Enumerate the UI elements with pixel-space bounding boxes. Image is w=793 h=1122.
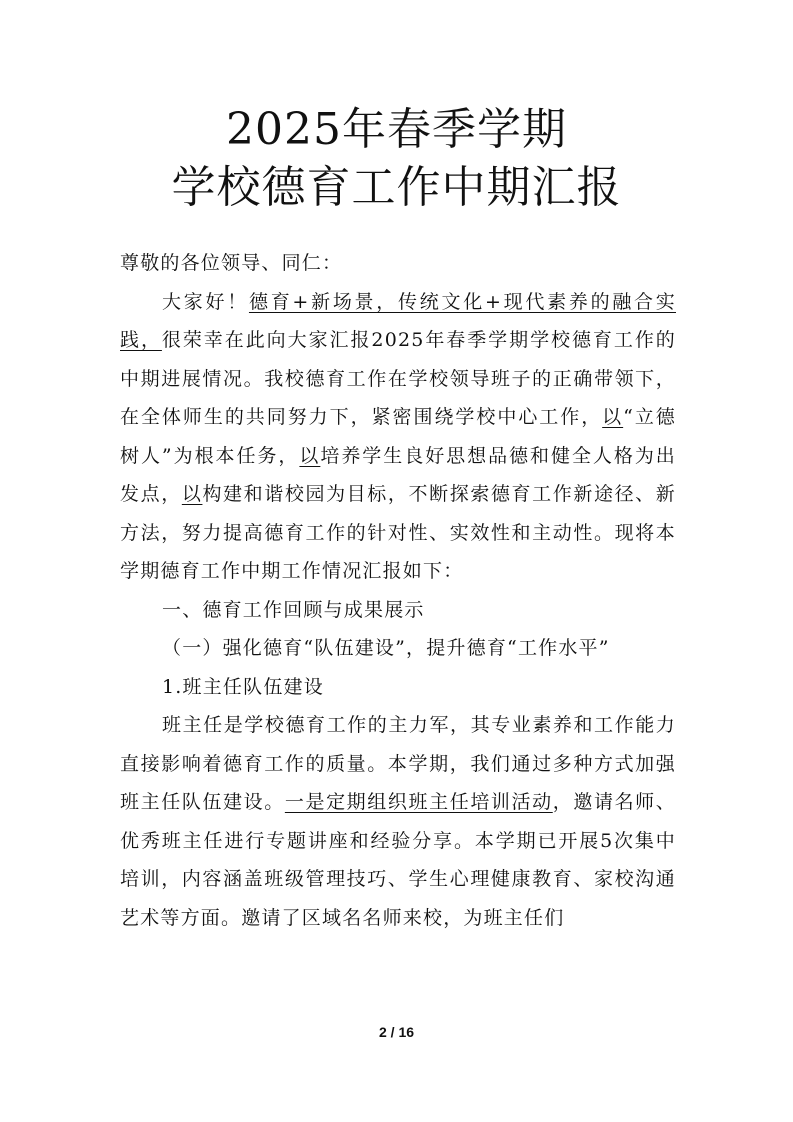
document-body [120, 244, 676, 937]
greeting: 尊敬的各位领导、同仁： [120, 252, 343, 274]
subsection-heading: （一）强化德育“队伍建设”，提升德育“工作水平” [162, 637, 610, 659]
document-title-line-1: 2025年春季学期 [226, 104, 567, 155]
intro-text-d: 构建和谐校园为目标，不断探索德育工作新途径、新方法，努力提高德育工作的针对性、实效性和主动性。现将本学期德育工作中期工作情况汇报如下： [120, 483, 676, 582]
intro-paragraph [120, 283, 676, 591]
item-heading: 1.班主任队伍建设 [162, 675, 324, 698]
document-title-line-2: 学校德育工作中期汇报 [171, 162, 622, 213]
page-number: 2 / 16 [378, 1024, 415, 1040]
intro-text-b: “立德树人”为根本任务， [120, 406, 676, 467]
intro-theme-underlined: 德育+新场景，传统文化+现代素养的融合实践， [120, 290, 676, 351]
intro-underline-2: 以 [299, 444, 321, 467]
intro-underline-1: 以 [602, 406, 624, 428]
intro-lead: 大家好！ [162, 290, 249, 313]
teacher-team-paragraph [120, 706, 676, 937]
section-heading: 一、德育工作回顾与成果展示 [162, 598, 425, 621]
paragraph2-text-b: ，邀请名师、优秀班主任进行专题讲座和经验分享。本学期已开展5次集中培训，内容涵盖班级管理技巧、学生心理健康教育、家校沟通艺术等方面。邀请了区域名名师来校，为班主任们 [120, 791, 676, 929]
intro-text-a: 很荣幸在此向大家汇报2025年春季学期学校德育工作的中期进展情况。我校德育工作在学校领导班子的正确带领下，在全体师生的共同努力下，紧密围绕学校中心工作， [120, 329, 676, 428]
paragraph2-underlined: 一是定期组织班主任培训活动 [284, 791, 553, 813]
intro-underline-3: 以 [181, 483, 203, 505]
intro-text-c: 培养学生良好思想品德和健全人格为出发点， [120, 444, 677, 505]
paragraph2-text-a: 班主任是学校德育工作的主力军，其专业素养和工作能力直接影响着德育工作的质量。本学期，我们通过多种方式加强班主任队伍建设。 [120, 714, 676, 813]
